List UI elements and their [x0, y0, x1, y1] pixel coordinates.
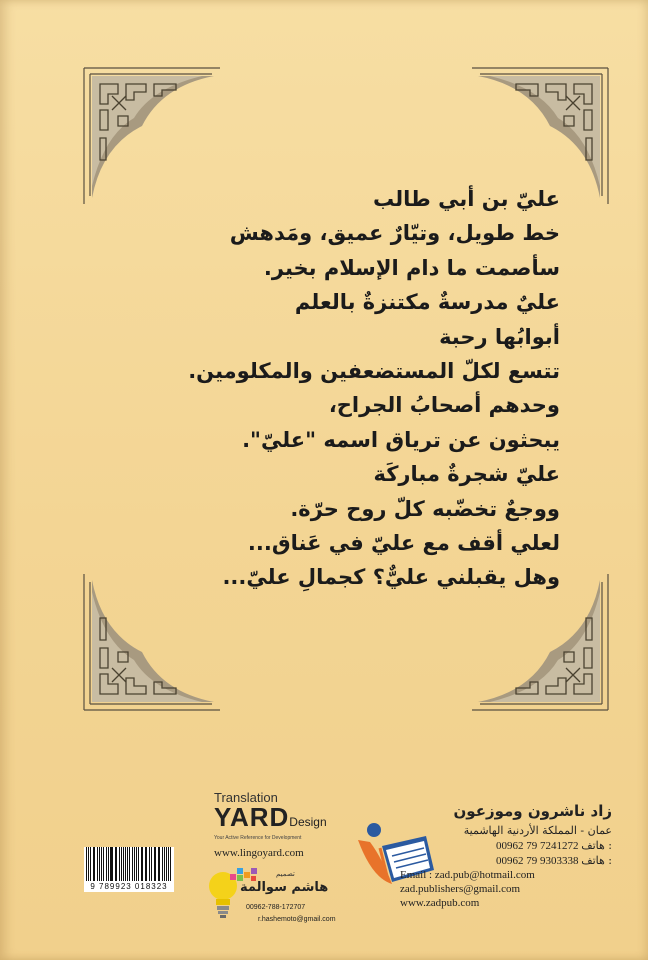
yard-tagline: Your Active Reference for Development [214, 835, 302, 841]
publisher-info [392, 802, 612, 909]
yard-line1: Translation [214, 790, 278, 805]
poem-line: وهل يقبلني عليٌّ؟ كجمالِ عليّ... [222, 565, 560, 590]
yard-website: www.lingoyard.com [214, 847, 304, 859]
translation-yard-logo [214, 790, 344, 859]
barcode-number: 9 789923 018323 [84, 881, 174, 892]
publisher-name: زاد ناشرون وموزعون [453, 802, 612, 820]
publisher-address: عمان - المملكة الأردنية الهاشمية [463, 824, 612, 837]
poem-line: خط طويل، وتيّارٌ عميق، ومَدهش [229, 221, 560, 246]
poem-line: أبوابُها رحبة [439, 324, 560, 349]
publisher-email-1: Email : zad.pub@hotmail.com [400, 869, 535, 881]
barcode-bars [84, 847, 174, 881]
yard-brand-suffix: Design [289, 815, 327, 829]
publisher-email-2: zad.publishers@gmail.com [400, 883, 521, 895]
phone-label: هاتف : [581, 854, 612, 867]
poem-line: ووجعٌ تخضّبه كلّ روح حرّة. [290, 496, 560, 521]
publisher-phone-2-number: 00962 79 9303338 [495, 855, 579, 867]
poem-text [90, 182, 560, 595]
footer [0, 780, 648, 960]
publisher-website: www.zadpub.com [400, 897, 480, 909]
poem-line: لعلي أقف مع عليّ في عَناق... [247, 530, 560, 555]
poem-line: عليٌ مدرسةٌ مكتنزةٌ بالعلم [294, 290, 560, 315]
yard-brand [214, 802, 344, 834]
phone-label: هاتف : [581, 839, 612, 852]
poem-line: عليّ بن أبي طالب [373, 187, 560, 211]
poem-line: وحدهم أصحابُ الجراح، [328, 393, 560, 418]
isbn-barcode [84, 847, 174, 893]
poem-line: عليّ شجرةٌ مباركَة [373, 462, 560, 487]
publisher-phone-2 [392, 854, 612, 867]
yard-brand-text: YARD [214, 802, 290, 832]
designer-name: هاشم سوالمة [240, 880, 329, 895]
poem-line: يبحثون عن ترياق اسمه "عليّ". [242, 427, 560, 452]
designer-label: تصميم [276, 870, 295, 878]
designer-phone: 00962-788-172707 [246, 904, 306, 911]
publisher-phone-1 [392, 839, 612, 852]
poem-line: تتسع لكلّ المستضعفين والمكلومين. [188, 358, 560, 383]
poem-line: سأصمت ما دام الإسلام بخير. [263, 255, 560, 280]
publisher-phone-1-number: 00962 79 7241272 [495, 840, 579, 852]
designer-email: r.hashemoto@gmail.com [258, 916, 336, 923]
